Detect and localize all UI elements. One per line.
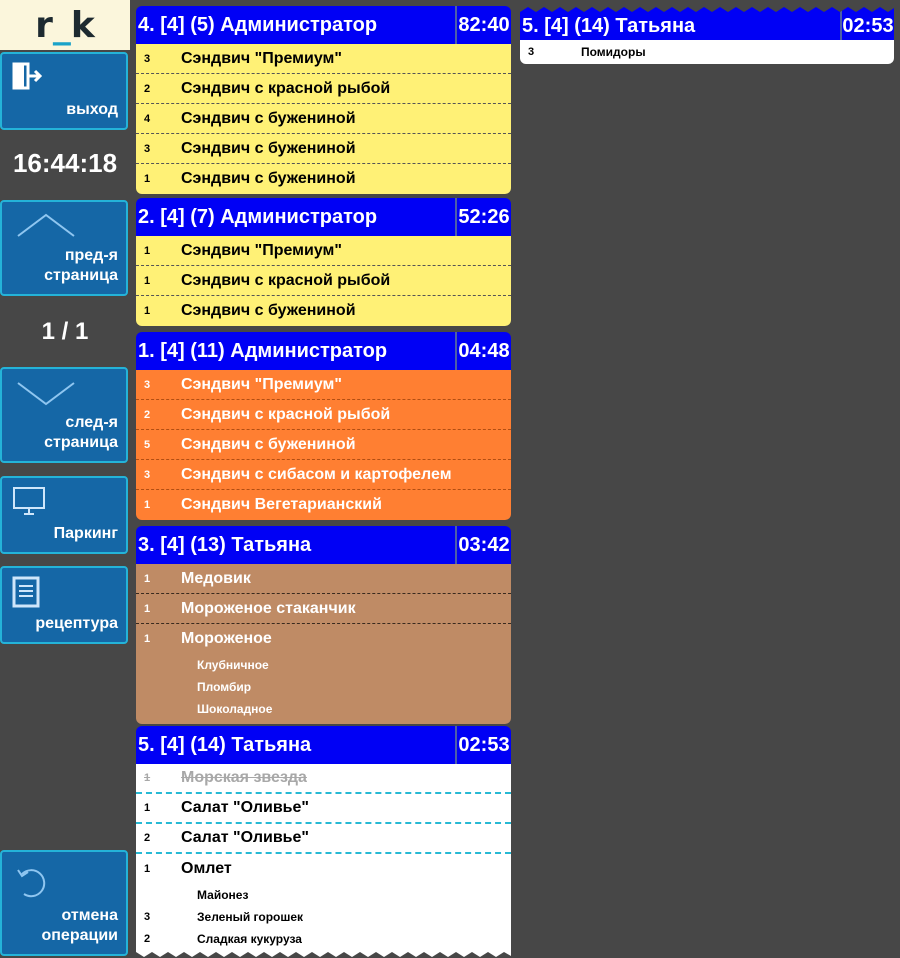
item-name: Сэндвич с бужениной <box>181 109 356 127</box>
item-modifier <box>136 698 511 720</box>
order-item[interactable] <box>520 40 894 64</box>
modifier-qty: 2 <box>144 933 151 945</box>
exit-button[interactable] <box>0 52 128 130</box>
logo <box>0 0 130 50</box>
order-item[interactable] <box>136 74 511 104</box>
order-title: 3. [4] (13) Татьяна <box>138 533 312 556</box>
clock: 16:44:18 <box>12 148 118 178</box>
order-item[interactable] <box>136 624 511 654</box>
item-qty: 1 <box>144 173 151 185</box>
item-name: Омлет <box>181 860 232 877</box>
item-name: Сэндвич с сибасом и картофелем <box>181 465 452 483</box>
order-item[interactable] <box>136 104 511 134</box>
item-qty: 5 <box>144 438 151 451</box>
order-item[interactable] <box>136 164 511 194</box>
item-qty: 1 <box>144 244 151 257</box>
next-page-label-line2: страница <box>44 434 118 451</box>
recipe-button[interactable] <box>0 566 128 644</box>
item-qty: 4 <box>144 112 151 125</box>
modifier-name: Сладкая кукуруза <box>197 932 302 946</box>
recipe-label: рецептура <box>35 615 118 632</box>
item-qty: 2 <box>144 408 151 421</box>
item-qty: 1 <box>144 633 151 645</box>
order-card[interactable] <box>136 726 511 958</box>
logo-k: k <box>70 4 95 46</box>
undo-label <box>41 906 118 946</box>
next-page-label <box>44 413 118 453</box>
item-qty: 1 <box>144 274 151 287</box>
order-card[interactable] <box>136 332 511 520</box>
undo-button[interactable] <box>0 850 128 956</box>
order-title: 1. [4] (11) Администратор <box>138 339 388 362</box>
parking-button[interactable] <box>0 476 128 554</box>
order-item[interactable] <box>136 490 511 520</box>
order-item[interactable] <box>136 236 511 266</box>
order-title: 2. [4] (7) Администратор <box>138 205 378 228</box>
item-name: Морская звезда <box>181 769 307 786</box>
item-name: Сэндвич "Премиум" <box>181 375 342 393</box>
item-name: Сэндвич с красной рыбой <box>181 79 391 97</box>
item-qty: 3 <box>144 378 151 391</box>
order-header[interactable] <box>136 198 511 236</box>
item-name: Мороженое стаканчик <box>181 599 356 617</box>
item-name: Помидоры <box>581 45 646 59</box>
item-qty: 1 <box>144 863 151 875</box>
item-name: Сэндвич с бужениной <box>181 302 356 319</box>
item-qty: 3 <box>528 46 535 58</box>
order-item[interactable] <box>136 824 511 854</box>
prev-page-label <box>44 246 118 286</box>
item-name: Сэндвич с бужениной <box>181 170 356 187</box>
order-card[interactable] <box>136 526 511 724</box>
order-header[interactable] <box>136 726 511 764</box>
item-name: Сэндвич с бужениной <box>181 139 356 157</box>
order-timer: 04:48 <box>455 332 511 370</box>
logo-r: r <box>35 4 53 46</box>
order-title: 5. [4] (14) Татьяна <box>522 14 696 37</box>
order-card[interactable] <box>136 198 511 326</box>
item-modifier <box>136 676 511 698</box>
item-name: Мороженое <box>181 630 272 647</box>
order-item[interactable] <box>136 44 511 74</box>
modifier-name: Пломбир <box>197 680 252 694</box>
prev-page-label-line1: пред-я <box>64 247 118 264</box>
order-title: 4. [4] (5) Администратор <box>138 13 378 36</box>
order-timer: 03:42 <box>455 526 511 564</box>
order-item[interactable] <box>136 460 511 490</box>
item-qty: 1 <box>144 772 151 784</box>
modifier-name: Шоколадное <box>197 702 273 716</box>
undo-icon <box>14 864 50 905</box>
order-timer: 02:53 <box>840 6 894 40</box>
next-page-button[interactable] <box>0 367 128 463</box>
order-item-cancelled[interactable] <box>136 764 511 794</box>
item-qty: 1 <box>144 305 151 317</box>
item-name: Сэндвич "Премиум" <box>181 241 342 259</box>
order-item[interactable] <box>136 794 511 824</box>
prev-page-button[interactable] <box>0 200 128 296</box>
item-name: Сэндвич с красной рыбой <box>181 405 391 423</box>
order-timer: 52:26 <box>455 198 511 236</box>
item-modifier <box>136 654 511 676</box>
order-timer: 02:53 <box>455 726 511 764</box>
undo-label-line1: отмена <box>61 907 118 924</box>
item-qty: 1 <box>144 802 151 814</box>
next-page-label-line1: след-я <box>65 414 118 431</box>
monitor-icon <box>12 486 46 521</box>
order-item[interactable] <box>136 370 511 400</box>
item-modifier <box>136 906 511 928</box>
item-qty: 1 <box>144 572 151 585</box>
order-item[interactable] <box>136 594 511 624</box>
parking-label: Паркинг <box>53 525 118 542</box>
modifier-name: Майонез <box>197 888 249 902</box>
chevron-up-icon <box>16 212 76 243</box>
modifier-name: Клубничное <box>197 658 269 672</box>
order-title: 5. [4] (14) Татьяна <box>138 733 312 756</box>
chevron-down-icon <box>16 381 76 412</box>
item-qty: 2 <box>144 832 151 844</box>
document-icon <box>12 576 40 613</box>
item-qty: 3 <box>144 52 151 65</box>
order-card[interactable] <box>136 6 511 194</box>
order-header[interactable] <box>136 332 511 370</box>
item-name: Салат "Оливье" <box>181 829 309 846</box>
prev-page-label-line2: страница <box>44 267 118 284</box>
item-modifier <box>136 884 511 906</box>
order-item[interactable] <box>136 854 511 884</box>
undo-label-line2: операции <box>41 927 118 944</box>
item-name: Сэндвич с бужениной <box>181 435 356 453</box>
item-name: Салат "Оливье" <box>181 799 309 816</box>
order-item[interactable] <box>136 266 511 296</box>
order-item[interactable] <box>136 400 511 430</box>
order-item[interactable] <box>136 134 511 164</box>
torn-edge <box>520 6 894 14</box>
item-qty: 3 <box>144 468 151 481</box>
order-card-continuation[interactable] <box>520 6 894 64</box>
item-name: Медовик <box>181 569 251 587</box>
order-header[interactable] <box>520 6 894 40</box>
order-item[interactable] <box>136 564 511 594</box>
logo-underscore: _ <box>52 4 71 46</box>
modifier-qty: 3 <box>144 911 151 923</box>
order-item[interactable] <box>136 430 511 460</box>
item-name: Сэндвич Вегетарианский <box>181 496 382 513</box>
item-name: Сэндвич "Премиум" <box>181 49 342 67</box>
item-name: Сэндвич с красной рыбой <box>181 271 391 289</box>
item-qty: 2 <box>144 82 151 95</box>
page-indicator: 1 / 1 <box>41 318 89 345</box>
order-header[interactable] <box>136 6 511 44</box>
order-item[interactable] <box>136 296 511 326</box>
item-qty: 1 <box>144 499 151 511</box>
order-header[interactable] <box>136 526 511 564</box>
item-qty: 3 <box>144 142 151 155</box>
exit-label: выход <box>66 101 118 118</box>
item-modifier <box>136 928 511 950</box>
exit-icon <box>12 62 42 95</box>
order-timer: 82:40 <box>455 6 511 44</box>
item-qty: 1 <box>144 602 151 615</box>
torn-edge <box>136 950 511 958</box>
modifier-name: Зеленый горошек <box>197 910 304 924</box>
